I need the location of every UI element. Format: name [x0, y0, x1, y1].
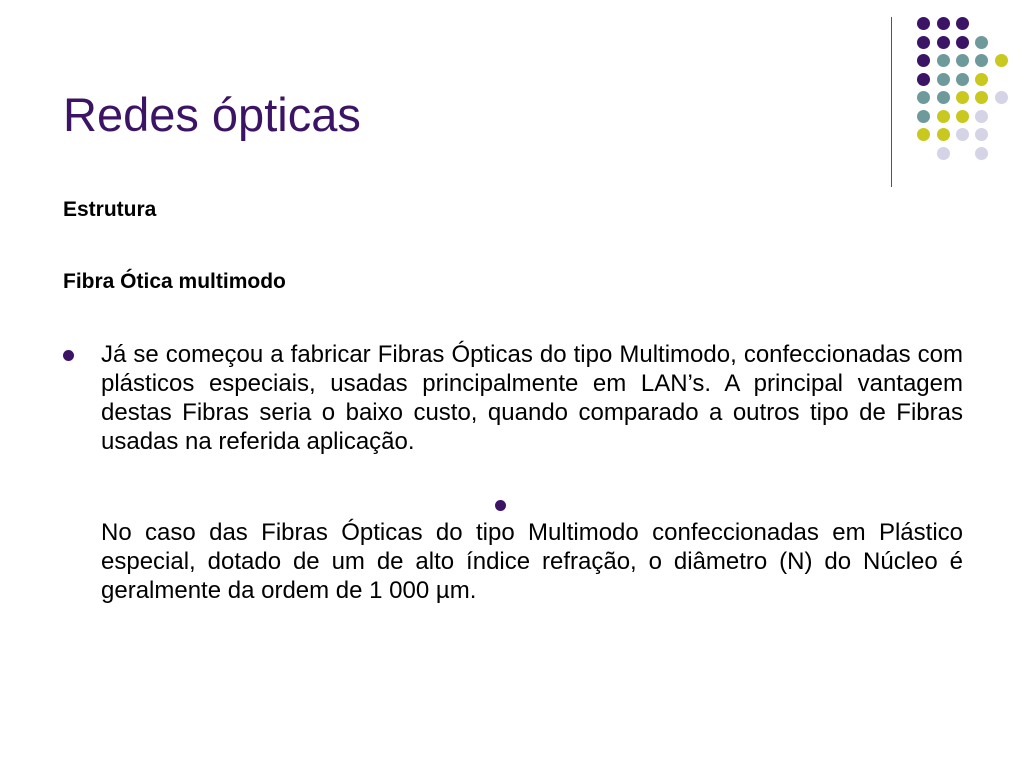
- decorative-dot: [937, 110, 950, 123]
- bullet-icon: [495, 500, 506, 511]
- decorative-dot: [937, 91, 950, 104]
- decorative-dot: [975, 54, 988, 67]
- decorative-dot: [937, 54, 950, 67]
- decorative-dot: [917, 17, 930, 30]
- decorative-dot: [995, 54, 1008, 67]
- paragraph-2: No caso das Fibras Ópticas do tipo Multimodo confeccionadas em Plástico especial, dotado de um de alto índice refração, o diâmetro (N) do Núcleo é geralmente da ordem de 1 000 µm.: [101, 519, 963, 604]
- decorative-dot: [937, 147, 950, 160]
- decorative-dot: [917, 54, 930, 67]
- decorative-dot: [975, 91, 988, 104]
- decorative-dot: [937, 73, 950, 86]
- decorative-dot: [975, 73, 988, 86]
- decorative-dot: [917, 91, 930, 104]
- subtitle: Fibra Ótica multimodo: [63, 270, 286, 293]
- decorative-dot: [956, 110, 969, 123]
- paragraph-1: Já se começou a fabricar Fibras Ópticas do tipo Multimodo, confeccionadas com plásticos especiais, usadas principalmente em LAN’s. A principal vantagem destas Fibras seria o baixo custo, quando comparado a outros tipo de Fibras usadas na referida aplicação.: [101, 341, 963, 455]
- decorative-dot: [956, 73, 969, 86]
- decorative-dot: [995, 91, 1008, 104]
- decorative-dot: [975, 36, 988, 49]
- decorative-dot: [917, 110, 930, 123]
- decorative-dot: [975, 147, 988, 160]
- divider-line: [891, 17, 892, 187]
- decorative-dot: [956, 17, 969, 30]
- decorative-dot: [917, 128, 930, 141]
- decorative-dot: [956, 54, 969, 67]
- decorative-dot: [937, 17, 950, 30]
- decorative-dot: [917, 73, 930, 86]
- decorative-dot: [956, 36, 969, 49]
- decorative-dot: [937, 128, 950, 141]
- bullet-icon: [63, 350, 74, 361]
- decorative-dot: [937, 36, 950, 49]
- decorative-dot: [956, 128, 969, 141]
- decorative-dot: [975, 110, 988, 123]
- decorative-dot: [975, 128, 988, 141]
- decorative-dot: [917, 36, 930, 49]
- decorative-dot: [956, 91, 969, 104]
- slide-title: Redes ópticas: [63, 88, 361, 141]
- section-heading: Estrutura: [63, 198, 157, 221]
